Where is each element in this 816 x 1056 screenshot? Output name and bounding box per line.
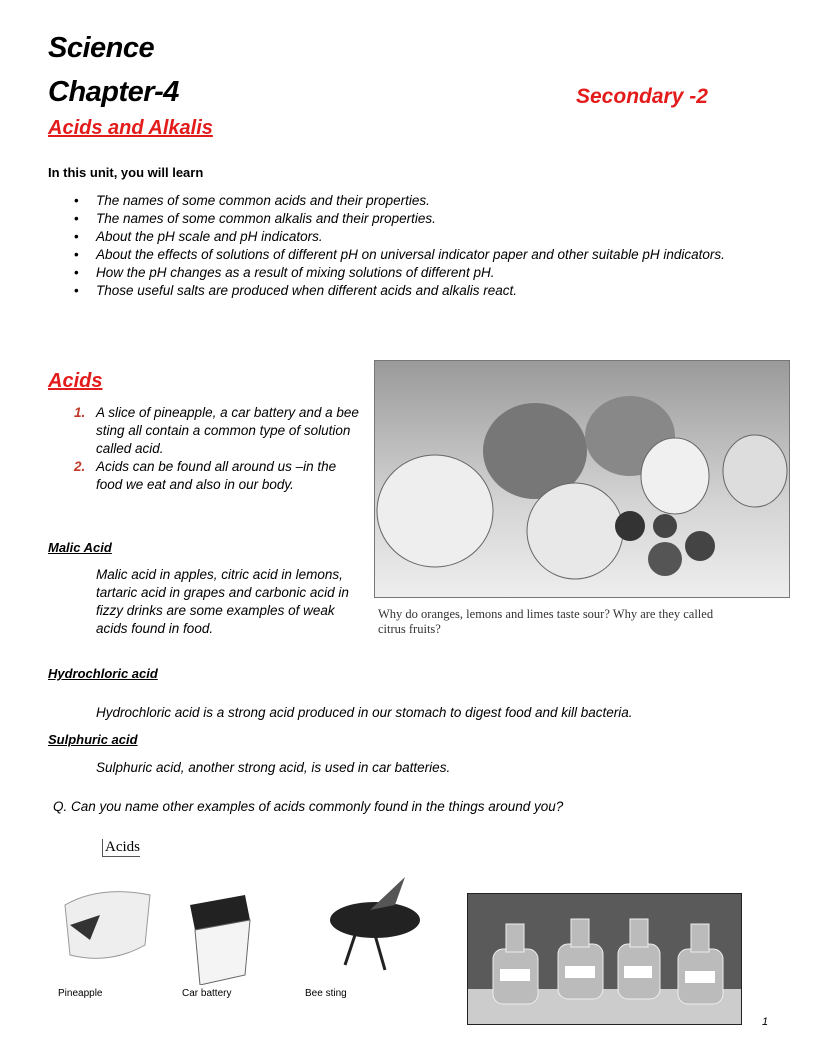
level-label: Secondary -2 — [576, 85, 708, 108]
intro-lead: In this unit, you will learn — [48, 165, 204, 180]
page-number: 1 — [762, 1016, 769, 1028]
question-text: Q. Can you name other examples of acids commonly found in the things around you? — [53, 799, 564, 814]
subject-title: Science — [48, 32, 155, 64]
objective-item: • The names of some common acids and their properties. — [48, 192, 748, 210]
acids-heading: Acids — [48, 370, 103, 392]
malic-text: Malic acid in apples, citric acid in lemons, tartaric acid in grapes and carbonic acid in fizzy drinks are some examples of weak acids found in food. — [96, 567, 349, 636]
point-text: Acids can be found all around us –in the food we eat and also in our body. — [96, 459, 337, 492]
point-number: 1. — [74, 405, 86, 420]
objective-item: • How the pH changes as a result of mixing solutions of different pH. — [48, 264, 748, 282]
chapter-title: Chapter-4 — [48, 76, 179, 108]
point-number: 2. — [74, 459, 86, 474]
sulphuric-text: Sulphuric acid, another strong acid, is used in car batteries. — [96, 760, 451, 775]
acid-point — [74, 458, 359, 494]
acid-point — [74, 404, 359, 458]
sulphuric-heading: Sulphuric acid — [48, 732, 138, 747]
objective-item: • About the effects of solutions of different pH on universal indicator paper and other suitable pH indicators. — [48, 246, 748, 264]
figure-title: Acids — [102, 839, 140, 857]
topic-heading: Acids and Alkalis — [48, 117, 213, 139]
acid-bottles-photo — [467, 893, 742, 1025]
acids-points — [74, 404, 359, 494]
pineapple-label: Pineapple — [58, 988, 103, 999]
citrus-caption: Why do oranges, lemons and limes taste sour? Why are they called citrus fruits? — [378, 607, 714, 636]
citrus-fruits-illustration — [375, 361, 789, 597]
point-text: A slice of pineapple, a car battery and a bee sting all contain a common type of solution called acid. — [96, 405, 359, 456]
hydrochloric-text: Hydrochloric acid is a strong acid produced in our stomach to digest food and kill bacteria. — [96, 705, 633, 720]
malic-heading: Malic Acid — [48, 540, 112, 555]
car-battery-illustration — [185, 895, 255, 985]
bee-sting-label: Bee sting — [305, 988, 347, 999]
learning-objectives — [48, 192, 748, 300]
acid-bottles-illustration — [468, 894, 741, 1024]
citrus-fruits-photo — [374, 360, 790, 598]
car-battery-label: Car battery — [182, 988, 232, 999]
hydrochloric-heading: Hydrochloric acid — [48, 666, 158, 681]
objective-item: • The names of some common alkalis and their properties. — [48, 210, 748, 228]
pineapple-illustration — [60, 885, 160, 965]
objective-item: • About the pH scale and pH indicators. — [48, 228, 748, 246]
bee-illustration — [315, 875, 435, 975]
objective-item: • Those useful salts are produced when different acids and alkalis react. — [48, 282, 748, 300]
